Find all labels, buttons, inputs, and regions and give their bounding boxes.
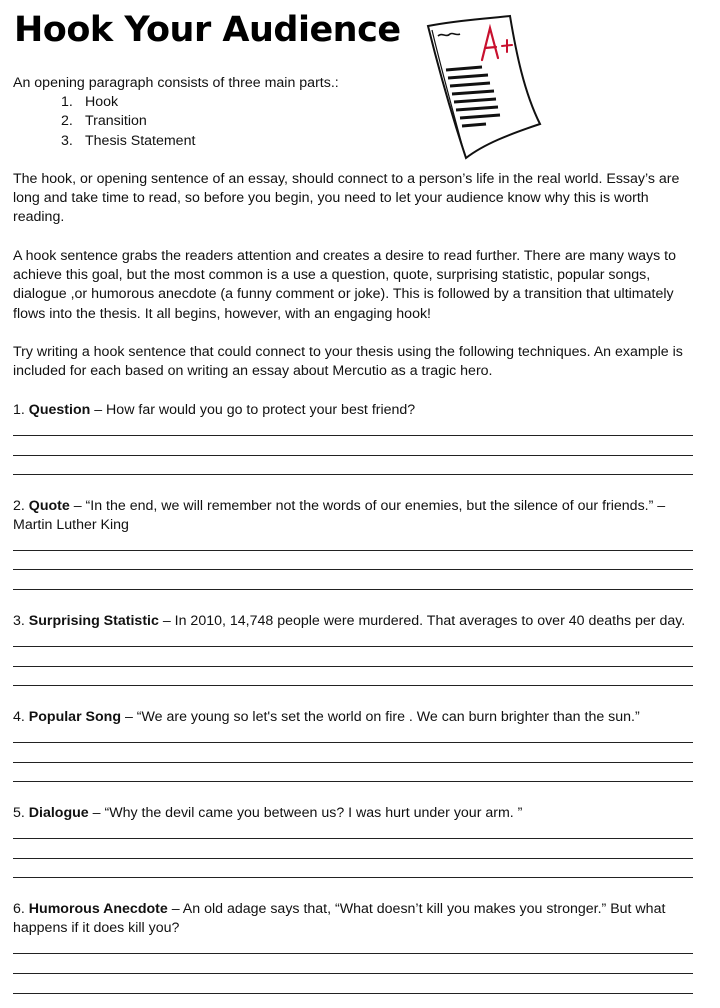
intro-section xyxy=(13,74,433,151)
intro-lead: An opening paragraph consists of three main parts.: xyxy=(13,75,339,91)
technique-name: Surprising Statistic xyxy=(28,613,159,629)
list-label: Transition xyxy=(85,113,147,130)
page-title: Hook Your Audience xyxy=(14,10,401,50)
answer-line[interactable] xyxy=(13,474,693,475)
list-item xyxy=(13,93,433,112)
list-label: Thesis Statement xyxy=(85,132,196,149)
answer-line[interactable] xyxy=(13,550,693,551)
answer-line[interactable] xyxy=(13,993,693,994)
technique-number: 3. xyxy=(13,613,25,629)
instructions-paragraph: Try writing a hook sentence that could connect to your thesis using the following techniques. An example is included for each based on writing an essay about Mercutio as a tragic hero. xyxy=(13,344,683,380)
answer-line[interactable] xyxy=(13,589,693,590)
answer-line[interactable] xyxy=(13,838,693,839)
list-number: 3. xyxy=(61,132,73,149)
list-label: Hook xyxy=(85,94,119,111)
technique-question xyxy=(13,401,701,420)
technique-example: – “We are young so let's set the world on fire . We can burn brighter than the sun.” xyxy=(121,709,640,725)
list-item xyxy=(13,132,433,151)
answer-line[interactable] xyxy=(13,762,693,763)
answer-line[interactable] xyxy=(13,858,693,859)
technique-popular-song xyxy=(13,708,701,727)
technique-number: 1. xyxy=(13,402,25,418)
technique-example: – “Why the devil came you between us? I was hurt under your arm. ” xyxy=(88,805,523,821)
technique-number: 6. xyxy=(13,901,29,917)
answer-line[interactable] xyxy=(13,781,693,782)
technique-example: – How far would you go to protect your best friend? xyxy=(90,402,416,418)
technique-example: – In 2010, 14,748 people were murdered. That averages to over 40 deaths per day. xyxy=(158,613,686,629)
technique-name: Popular Song xyxy=(28,709,121,725)
answer-line[interactable] xyxy=(13,953,693,954)
hook-sentence-paragraph: A hook sentence grabs the readers attention and creates a desire to read further. There are many ways to achieve this goal, but the most common is a use a question, quote, surprising statistic, popular songs, dialogue ,or humorous anecdote (a funny comment or joke). This is followed by a transition that ultimately flows into the thesis. It all begins, however, with an engaging hook! xyxy=(13,248,677,322)
technique-number: 4. xyxy=(13,709,29,725)
answer-line[interactable] xyxy=(13,877,693,878)
technique-name: Question xyxy=(28,402,91,418)
technique-name: Humorous Anecdote xyxy=(28,901,168,917)
answer-line[interactable] xyxy=(13,435,693,436)
answer-line[interactable] xyxy=(13,569,693,570)
technique-example: – An old adage says that, “What doesn’t kill you makes you stronger.” But what happens if it does kill you? xyxy=(13,901,666,937)
answer-line[interactable] xyxy=(13,742,693,743)
technique-quote xyxy=(13,497,701,535)
technique-number: 2. xyxy=(13,498,25,514)
technique-name: Dialogue xyxy=(28,805,89,821)
answer-line[interactable] xyxy=(13,685,693,686)
list-number: 2. xyxy=(61,113,73,130)
list-number: 1. xyxy=(61,94,73,111)
answer-line[interactable] xyxy=(13,646,693,647)
parts-list xyxy=(13,93,433,151)
technique-dialogue xyxy=(13,804,701,823)
technique-surprising-statistic xyxy=(13,612,701,631)
technique-example: – “In the end, we will remember not the words of our enemies, but the silence of our friends.” – Martin Luther King xyxy=(13,498,666,534)
technique-number: 5. xyxy=(13,805,29,821)
hook-paragraph: The hook, or opening sentence of an essay, should connect to a person’s life in the real world. Essay’s are long and take time to read, so before you begin, you need to let your audience know why this is worth reading. xyxy=(13,171,680,226)
technique-humorous-anecdote xyxy=(13,900,701,938)
answer-line[interactable] xyxy=(13,973,693,974)
answer-line[interactable] xyxy=(13,455,693,456)
answer-line[interactable] xyxy=(13,666,693,667)
list-item xyxy=(13,112,433,131)
technique-name: Quote xyxy=(28,498,70,514)
